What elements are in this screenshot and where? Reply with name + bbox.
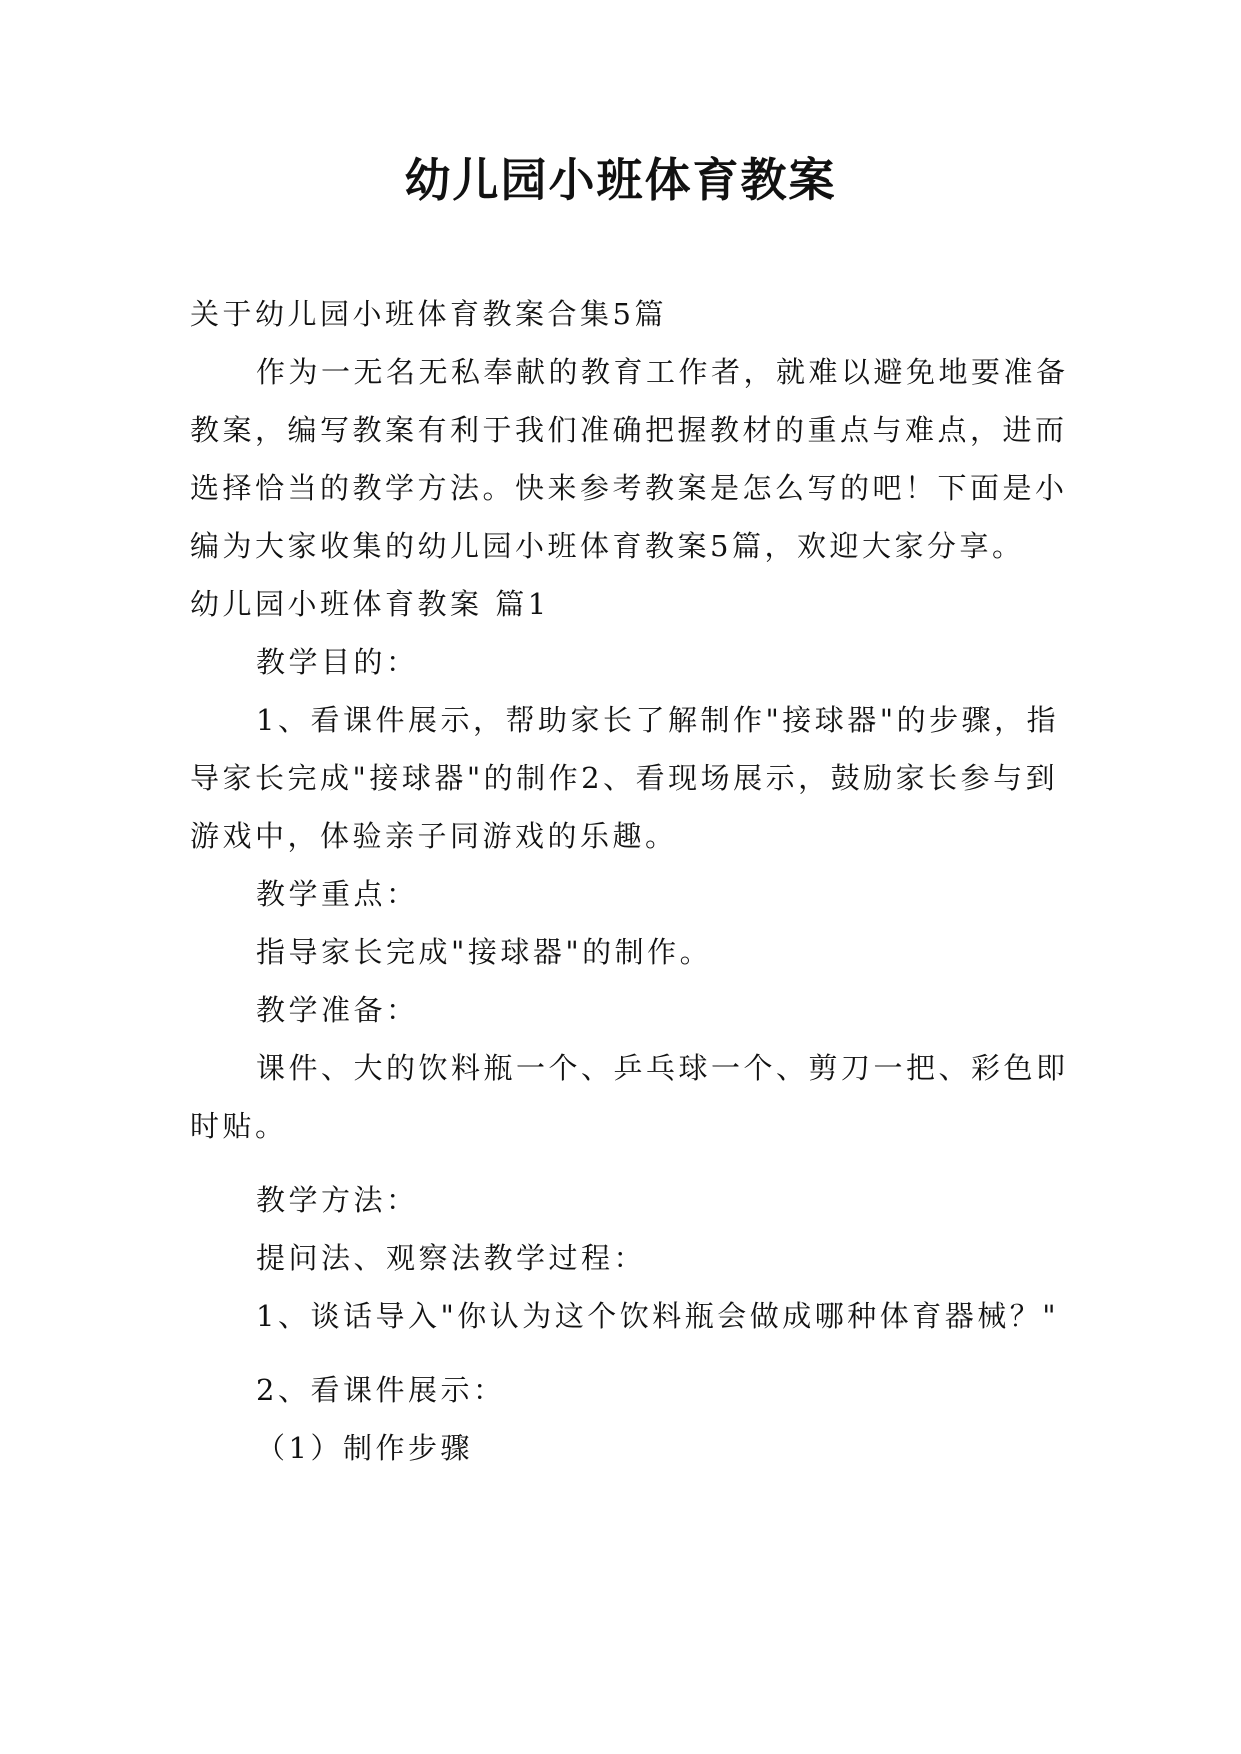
paragraph-intro: 作为一无名无私奉献的教育工作者，就难以避免地要准备教案，编写教案有利于我们准确把握教材的重点与难点，进而选择恰当的教学方法。快来参考教案是怎么写的吧！下面是小编为大家收集的幼儿园小班体育教案5篇，欢迎大家分享。 xyxy=(190,355,1069,563)
paragraph-intro-heading: 关于幼儿园小班体育教案合集5篇 xyxy=(190,297,667,331)
paragraph-objectives: 1、看课件展示，帮助家长了解制作"接球器"的步骤，指导家长完成"接球器"的制作2、看现场展示，鼓励家长参与到游戏中，体验亲子同游戏的乐趣。 xyxy=(190,703,1060,853)
document-body xyxy=(190,285,1070,1477)
paragraph-step-1: 1、谈话导入"你认为这个饮料瓶会做成哪种体育器械？" xyxy=(256,1299,1060,1333)
paragraph-preparation-label: 教学准备： xyxy=(256,993,419,1027)
paragraph-objectives-label: 教学目的： xyxy=(256,645,419,679)
section-heading: 幼儿园小班体育教案 篇1 xyxy=(190,587,550,621)
paragraph-step-2-1: （1）制作步骤 xyxy=(256,1431,473,1465)
paragraph-method-label: 教学方法： xyxy=(256,1183,419,1217)
paragraph-keypoint: 指导家长完成"接球器"的制作。 xyxy=(256,935,713,969)
paragraph-step-2: 2、看课件展示： xyxy=(256,1373,506,1407)
paragraph-keypoint-label: 教学重点： xyxy=(256,877,419,911)
paragraph-method: 提问法、观察法教学过程： xyxy=(256,1241,647,1275)
document-title: 幼儿园小班体育教案 xyxy=(404,153,837,207)
paragraph-preparation: 课件、大的饮料瓶一个、乒乓球一个、剪刀一把、彩色即时贴。 xyxy=(190,1051,1069,1143)
